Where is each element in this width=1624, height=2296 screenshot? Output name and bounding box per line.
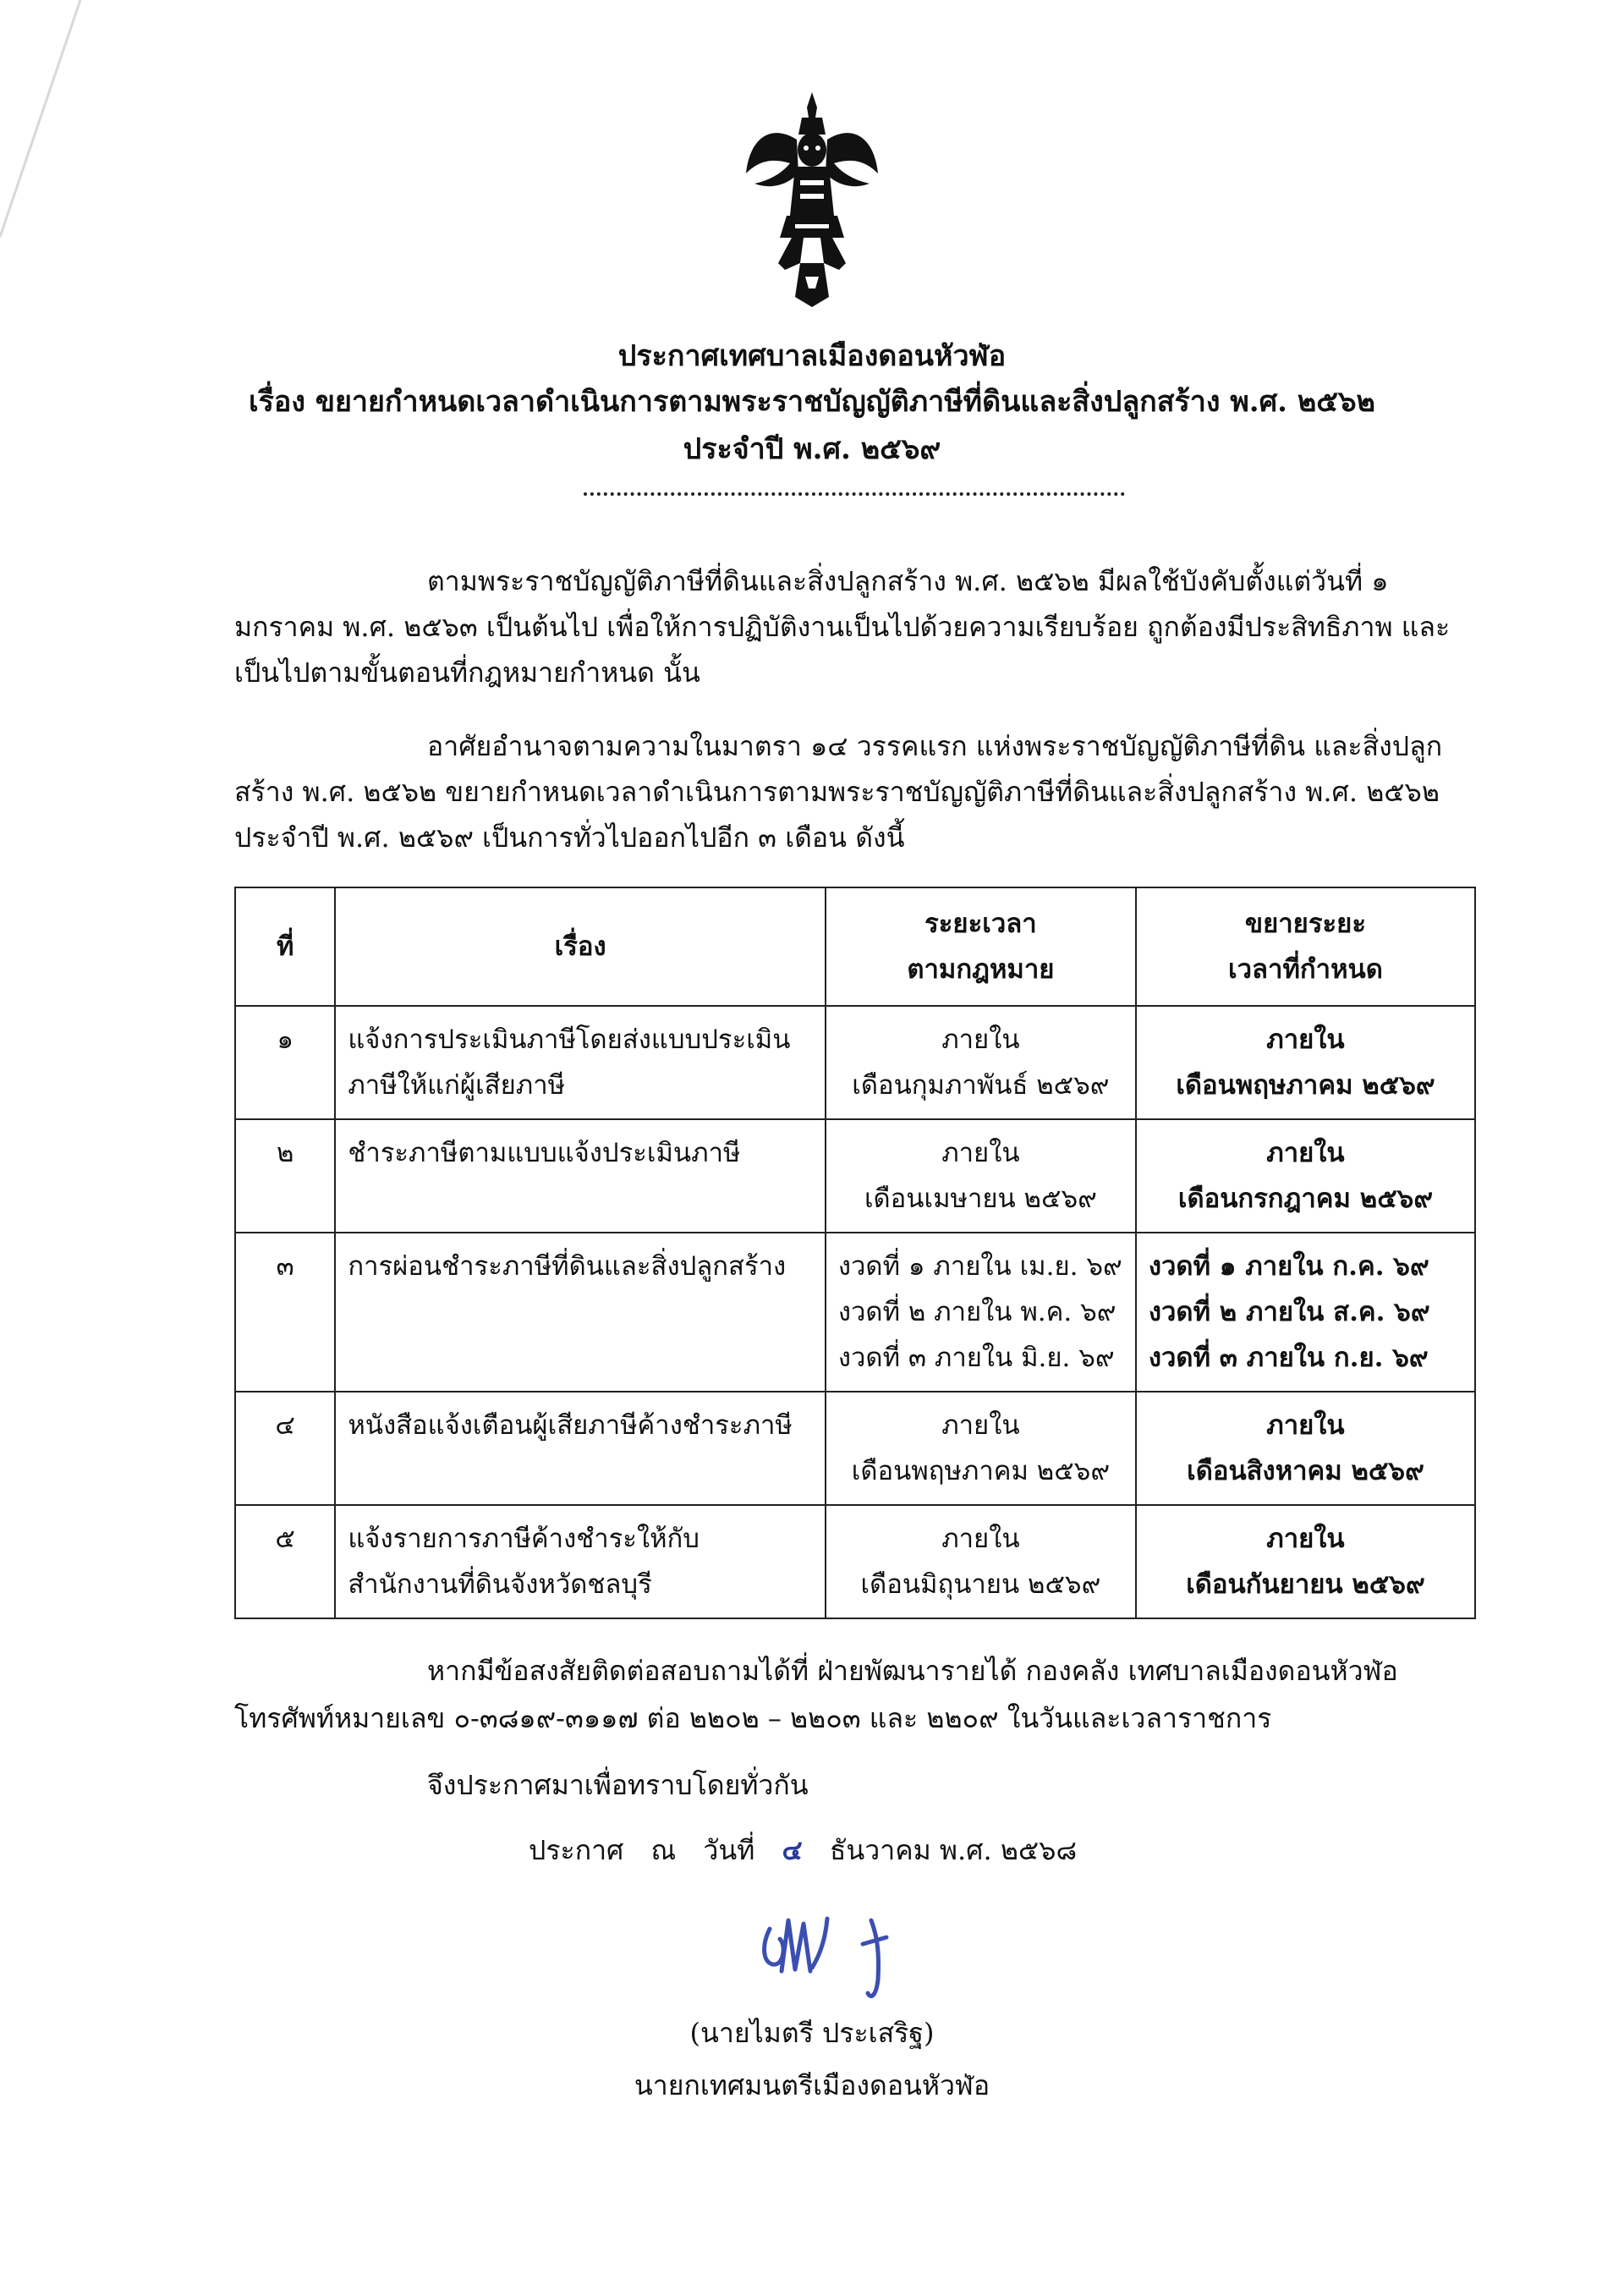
intro-paragraph (234, 558, 1478, 695)
contact-paragraph-text: หากมีข้อสงสัยติดต่อสอบถามได้ที่ ฝ่ายพัฒนารายได้ กองคลัง เทศบาลเมืองดอนหัวฬ่อ โทรศัพท์หมายเลข ๐-๓๘๑๙-๓๑๑๗ ต่อ ๒๒๐๒ – ๒๒๐๓ และ ๒๒๐๙ ในวันและเวลาราชการ (234, 1655, 1398, 1734)
row-extended-period (1136, 1392, 1475, 1505)
row-topic (335, 1233, 826, 1392)
row-law-line: ภายใน (941, 1410, 1020, 1441)
intro-paragraph-text: ตามพระราชบัญญัติภาษีที่ดินและสิ่งปลูกสร้าง พ.ศ. ๒๕๖๒ มีผลใช้บังคับตั้งแต่วันที่ ๑ มกราคม พ.ศ. ๒๕๖๓ เป็นต้นไป เพื่อให้การปฏิบัติงานเป็นไปด้วยความเรียบร้อย ถูกต้องมีประสิทธิภาพ และเป็นไปตามขั้นตอนที่กฎหมายกำหนด นั้น (234, 565, 1451, 689)
row-law-line: เดือนเมษายน ๒๕๖๙ (864, 1184, 1097, 1214)
row-extended-period (1136, 1006, 1475, 1119)
row-law-line: งวดที่ ๒ ภายใน พ.ค. ๖๙ (837, 1297, 1116, 1327)
row-law-line: ภายใน (941, 1024, 1020, 1055)
header-extended-line2: เวลาที่กำหนด (1228, 954, 1383, 985)
scan-edge-mark (0, 0, 169, 288)
row-extended-line: ภายใน (1266, 1138, 1345, 1168)
row-no: ๑ (235, 1006, 335, 1119)
announcement-year: ประจำปี พ.ศ. ๒๕๖๙ (683, 432, 941, 466)
row-extended-period (1136, 1505, 1475, 1618)
table-row (235, 1006, 1475, 1119)
contact-paragraph (234, 1647, 1478, 1742)
announcement-dateline (529, 1829, 1077, 1872)
row-topic-line: แจ้งรายการภาษีค้างชำระให้กับ (348, 1524, 700, 1554)
row-extended-line: เดือนกันยายน ๒๕๖๙ (1186, 1569, 1425, 1600)
dotted-divider (584, 492, 1125, 496)
header-extended-line1: ขยายระยะ (1244, 909, 1366, 939)
date-day-value: ๔ (782, 1834, 803, 1866)
closing-statement: จึงประกาศมาเพื่อทราบโดยทั่วกัน (427, 1769, 809, 1801)
header-law-period (826, 887, 1136, 1006)
header-law-period-line2: ตามกฎหมาย (907, 954, 1055, 985)
table-row (235, 1505, 1475, 1618)
handwritten-signature (744, 1895, 939, 2005)
signer-title: นายกเทศมนตรีเมืองดอนหัวฬ่อ (634, 2069, 990, 2101)
row-law-line: ภายใน (941, 1138, 1020, 1168)
table-header-row (235, 887, 1475, 1006)
announcement-subject: เรื่อง ขยายกำหนดเวลาดำเนินการตามพระราชบัญญัติภาษีที่ดินและสิ่งปลูกสร้าง พ.ศ. ๒๕๖๒ (249, 385, 1375, 419)
header-law-period-line1: ระยะเวลา (924, 909, 1037, 939)
garuda-emblem-icon (744, 89, 880, 309)
row-topic-line: ชำระภาษีตามแบบแจ้งประเมินภาษี (348, 1138, 741, 1168)
row-extended-period (1136, 1119, 1475, 1233)
table-row (235, 1119, 1475, 1233)
row-topic-line: สำนักงานที่ดินจังหวัดชลบุรี (348, 1569, 652, 1600)
row-extended-line: ภายใน (1266, 1524, 1345, 1554)
row-no: ๔ (235, 1392, 335, 1505)
date-announce-word: ประกาศ (529, 1834, 624, 1866)
authority-paragraph (234, 723, 1478, 860)
row-law-period (826, 1006, 1136, 1119)
row-law-line: เดือนพฤษภาคม ๒๕๖๙ (851, 1456, 1111, 1486)
row-no: ๕ (235, 1505, 335, 1618)
row-topic (335, 1505, 826, 1618)
table-row (235, 1233, 1475, 1392)
row-topic (335, 1119, 826, 1233)
row-law-line: ภายใน (941, 1524, 1020, 1554)
row-topic-line: หนังสือแจ้งเตือนผู้เสียภาษีค้างชำระภาษี (348, 1410, 793, 1441)
row-extended-period (1136, 1233, 1475, 1392)
header-extended-period (1136, 887, 1475, 1006)
row-law-line: งวดที่ ๑ ภายใน เม.ย. ๖๙ (837, 1251, 1122, 1282)
announcement-issuer: ประกาศเทศบาลเมืองดอนหัวฬ่อ (617, 339, 1007, 373)
row-extended-line: งวดที่ ๓ ภายใน ก.ย. ๖๙ (1148, 1343, 1429, 1373)
header-topic: เรื่อง (335, 887, 826, 1006)
table-row (235, 1392, 1475, 1505)
row-extended-line: งวดที่ ๒ ภายใน ส.ค. ๖๙ (1148, 1297, 1430, 1327)
date-at-word: ณ (650, 1834, 677, 1866)
row-law-line: เดือนมิถุนายน ๒๕๖๙ (860, 1569, 1101, 1600)
row-extended-line: งวดที่ ๑ ภายใน ก.ค. ๖๙ (1148, 1251, 1429, 1282)
row-no: ๓ (235, 1233, 335, 1392)
row-topic (335, 1006, 826, 1119)
row-no: ๒ (235, 1119, 335, 1233)
row-extended-line: ภายใน (1266, 1410, 1345, 1441)
row-topic-line: ภาษีให้แก่ผู้เสียภาษี (348, 1070, 566, 1101)
row-topic (335, 1392, 826, 1505)
row-topic-line: แจ้งการประเมินภาษีโดยส่งแบบประเมิน (348, 1024, 791, 1055)
date-day-label: วันที่ (703, 1834, 755, 1866)
row-law-period (826, 1119, 1136, 1233)
row-law-period (826, 1233, 1136, 1392)
row-law-line: เดือนกุมภาพันธ์ ๒๕๖๙ (852, 1070, 1110, 1101)
row-extended-line: ภายใน (1266, 1024, 1345, 1055)
row-extended-line: เดือนพฤษภาคม ๒๕๖๙ (1176, 1070, 1435, 1101)
signer-name: (นายไมตรี ประเสริฐ) (689, 2017, 935, 2049)
row-extended-line: เดือนกรกฎาคม ๒๕๖๙ (1177, 1184, 1434, 1214)
row-law-line: งวดที่ ๓ ภายใน มิ.ย. ๖๙ (837, 1343, 1115, 1373)
row-extended-line: เดือนสิงหาคม ๒๕๖๙ (1187, 1456, 1424, 1486)
row-topic-line: การผ่อนชำระภาษีที่ดินและสิ่งปลูกสร้าง (348, 1251, 787, 1282)
date-month-year: ธันวาคม พ.ศ. ๒๕๖๘ (829, 1834, 1078, 1866)
authority-paragraph-text: อาศัยอำนาจตามความในมาตรา ๑๔ วรรคแรก แห่งพระราชบัญญัติภาษีที่ดิน และสิ่งปลูกสร้าง พ.ศ. ๒๕๖๒ ขยายกำหนดเวลาดำเนินการตามพระราชบัญญัติภาษีที่ดินและสิ่งปลูกสร้าง พ.ศ. ๒๕๖๒ ประจำปี พ.ศ. ๒๕๖๙ เป็นการทั่วไปออกไปอีก ๓ เดือน ดังนี้ (234, 730, 1443, 854)
row-law-period (826, 1505, 1136, 1618)
header-no: ที่ (235, 887, 335, 1006)
schedule-table (234, 887, 1476, 1619)
row-law-period (826, 1392, 1136, 1505)
